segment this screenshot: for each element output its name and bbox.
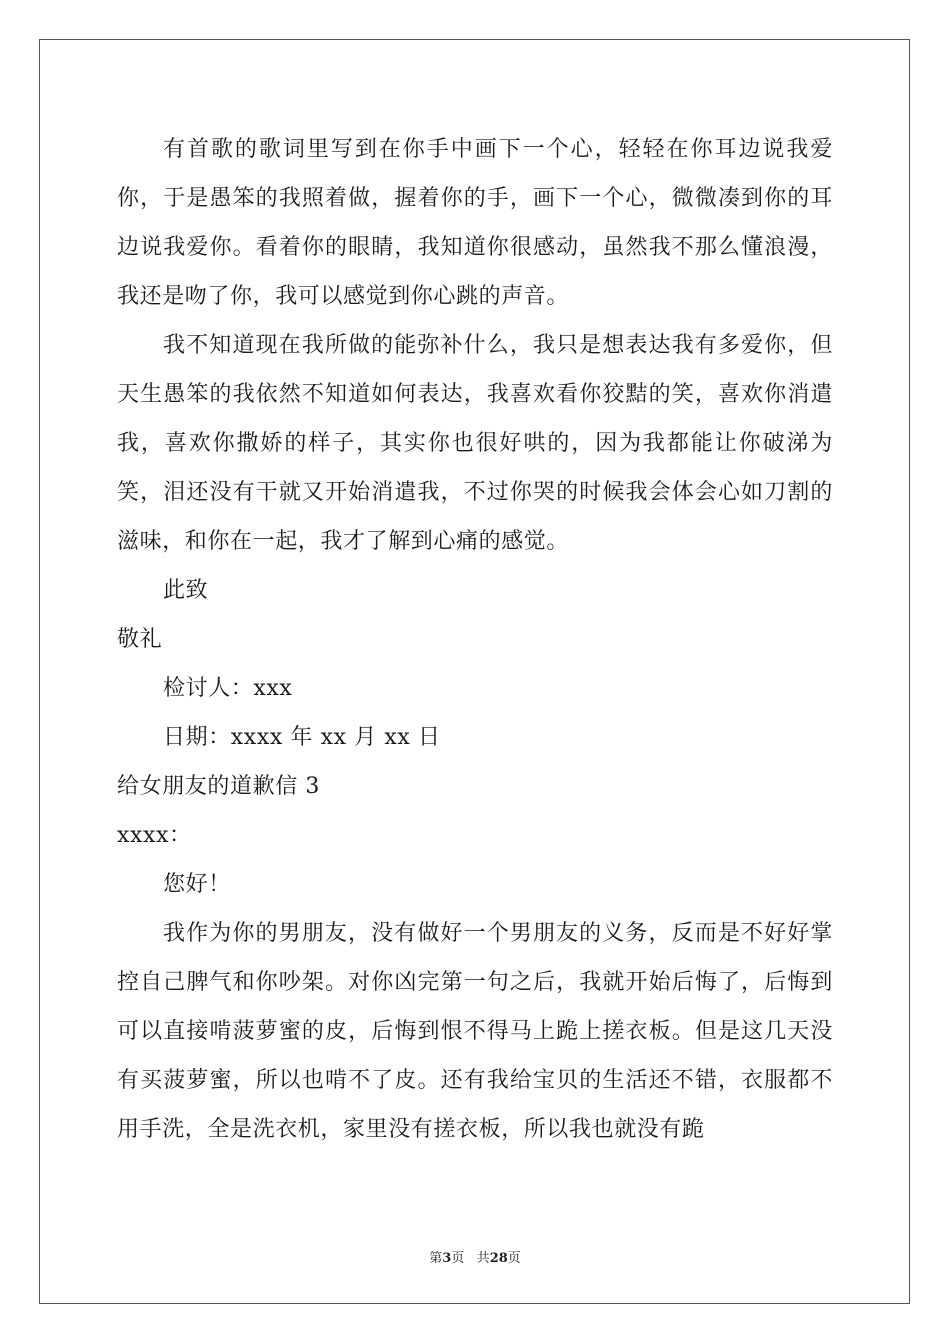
total-pages: 28: [489, 1251, 508, 1266]
closing-regards: 敬礼: [117, 627, 163, 652]
page-suffix: 页: [451, 1251, 465, 1266]
total-prefix: 共: [476, 1251, 490, 1266]
page-number: 3: [442, 1251, 452, 1266]
paragraph: 有首歌的歌词里写到在你手中画下一个心，轻轻在你耳边说我爱你，于是愚笨的我照着做，握着你的手，画下一个心，微微凑到你的耳边说我爱你。看着你的眼睛，我知道你很感动，虽然我不那么懂浪漫，我还是吻了你，我可以感觉到你心跳的声音。: [117, 137, 833, 309]
date-line: 日期：xxxx 年 xx 月 xx 日: [163, 725, 441, 750]
document-body: [117, 125, 833, 1154]
closing-salutation: 此致: [163, 578, 209, 603]
page-prefix: 第: [429, 1251, 443, 1266]
paragraph: 我作为你的男朋友，没有做好一个男朋友的义务，反而是不好好掌控自己脾气和你吵架。对你凶完第一句之后，我就开始后悔了，后悔到可以直接啃菠萝蜜的皮，后悔到恨不得马上跪上搓衣板。但是这几天没有买菠萝蜜，所以也啃不了皮。还有我给宝贝的生活还不错，衣服都不用手洗，全是洗衣机，家里没有搓衣板，所以我也就没有跪: [117, 921, 833, 1142]
page-footer: [0, 1247, 950, 1266]
signer-line: 检讨人：xxx: [163, 676, 293, 701]
recipient-line: xxxx：: [117, 823, 192, 848]
greeting: 您好！: [163, 872, 231, 897]
total-suffix: 页: [507, 1251, 521, 1266]
section-title: 给女朋友的道歉信 3: [117, 774, 320, 799]
paragraph: 我不知道现在我所做的能弥补什么，我只是想表达我有多爱你，但天生愚笨的我依然不知道如何表达，我喜欢看你狡黠的笑，喜欢你消遣我，喜欢你撒娇的样子，其实你也很好哄的，因为我都能让你破涕为笑，泪还没有干就又开始消遣我，不过你哭的时候我会体会心如刀割的滋味，和你在一起，我才了解到心痛的感觉。: [117, 333, 833, 554]
